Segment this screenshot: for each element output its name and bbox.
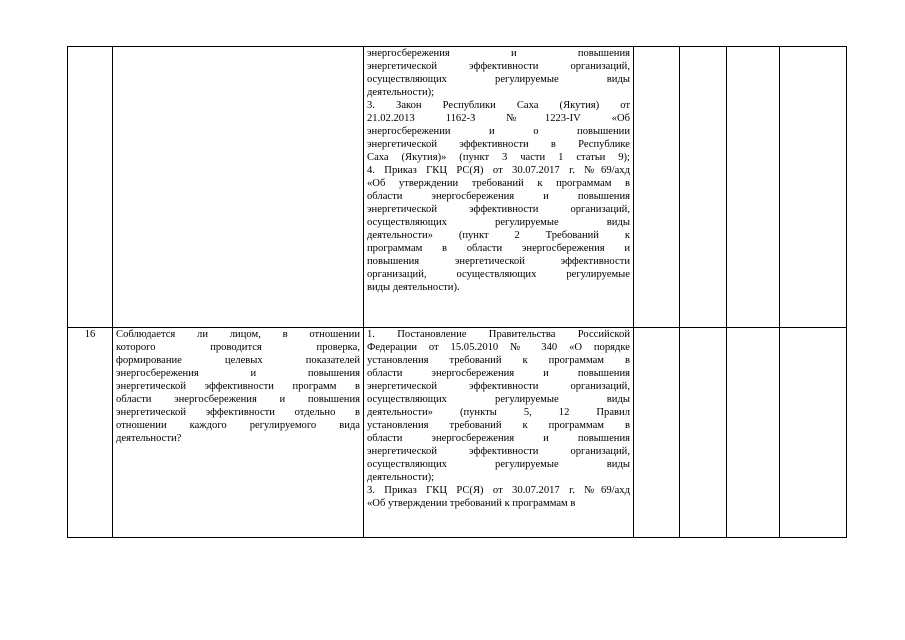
legal-basis-line: «Об утверждении требований к программам в [367, 178, 630, 189]
legal-basis-line: 3. Закон Республики Саха (Якутия) от [367, 100, 630, 111]
notes-cell [780, 328, 847, 538]
legal-basis-line: энергетической эффективности организаций, [367, 446, 630, 457]
legal-basis-line: организаций, осуществляющих регулируемые [367, 269, 630, 280]
question-line: энергетической эффективности программ в [116, 381, 360, 392]
legal-basis-line: осуществляющих регулируемые виды [367, 394, 630, 405]
row-number-cell [68, 47, 113, 328]
legal-basis-line: Федерации от 15.05.2010 № 340 «О порядке [367, 342, 630, 353]
legal-basis-line: 4. Приказ ГКЦ РС(Я) от 30.07.2017 г. №69/ахд [367, 165, 630, 176]
notes-cell [780, 47, 847, 328]
table-row-continued [68, 47, 847, 328]
question-line: отношении каждого регулируемого вида [116, 420, 360, 431]
question-line: формирование целевых показателей [116, 355, 360, 366]
legal-basis-line: Саха (Якутия)» (пункт 3 части 1 статьи 9); [367, 152, 630, 163]
legal-basis-text [367, 328, 630, 510]
legal-basis-line: энергосбережении и о повышении [367, 126, 630, 137]
legal-basis-line: виды деятельности). [367, 282, 460, 293]
legal-basis-line: деятельности» (пункт 2 Требований к [367, 230, 630, 241]
row-number-cell: 16 [68, 328, 113, 538]
legal-basis-line: области энергосбережения и повышения [367, 191, 630, 202]
legal-basis-line: области энергосбережения и повышения [367, 368, 630, 379]
legal-basis-line: повышения энергетической эффективности [367, 256, 630, 267]
legal-basis-line: 21.02.2013 1162-З №1223-IV «Об [367, 113, 630, 124]
legal-basis-text [367, 47, 630, 294]
answer-yes-cell [634, 47, 680, 328]
legal-basis-line: энергетической эффективности в Республике [367, 139, 630, 150]
question-line: Соблюдается ли лицом, в отношении [116, 329, 360, 340]
question-line: деятельности? [116, 433, 182, 444]
legal-basis-line: 3. Приказ ГКЦ РС(Я) от 30.07.2017 г. №69/ахд [367, 485, 630, 496]
legal-basis-line: установления требований к программам в [367, 355, 630, 366]
legal-basis-line: деятельности); [367, 87, 435, 98]
legal-basis-line: энергетической эффективности организаций, [367, 381, 630, 392]
legal-basis-line: установления требований к программам в [367, 420, 630, 431]
legal-basis-line: деятельности); [367, 472, 435, 483]
answer-yes-cell [634, 328, 680, 538]
legal-basis-line: деятельности» (пункты 5, 12 Правил [367, 407, 630, 418]
legal-basis-line: энергосбережения и повышения [367, 48, 630, 59]
legal-basis-line: осуществляющих регулируемые виды [367, 217, 630, 228]
legal-basis-cell [364, 47, 634, 328]
legal-basis-line: области энергосбережения и повышения [367, 433, 630, 444]
legal-basis-line: энергетической эффективности организаций, [367, 204, 630, 215]
question-cell [113, 47, 364, 328]
question-line: области энергосбережения и повышения [116, 394, 360, 405]
table-row-16 [68, 328, 847, 538]
checklist-table [67, 46, 847, 538]
legal-basis-line: осуществляющих регулируемые виды [367, 459, 630, 470]
question-line: энергетической эффективности отдельно в [116, 407, 360, 418]
answer-no-cell [680, 328, 727, 538]
question-line: энергосбережения и повышения [116, 368, 360, 379]
answer-na-cell [727, 47, 780, 328]
answer-no-cell [680, 47, 727, 328]
question-line: которого проводится проверка, [116, 342, 360, 353]
legal-basis-cell [364, 328, 634, 538]
question-cell [113, 328, 364, 538]
legal-basis-line: «Об утверждении требований к программам в [367, 498, 576, 509]
question-text [116, 328, 360, 445]
answer-na-cell [727, 328, 780, 538]
legal-basis-line: энергетической эффективности организаций, [367, 61, 630, 72]
legal-basis-line: программам в области энергосбережения и [367, 243, 630, 254]
legal-basis-line: 1. Постановление Правительства Российской [367, 329, 630, 340]
legal-basis-line: осуществляющих регулируемые виды [367, 74, 630, 85]
